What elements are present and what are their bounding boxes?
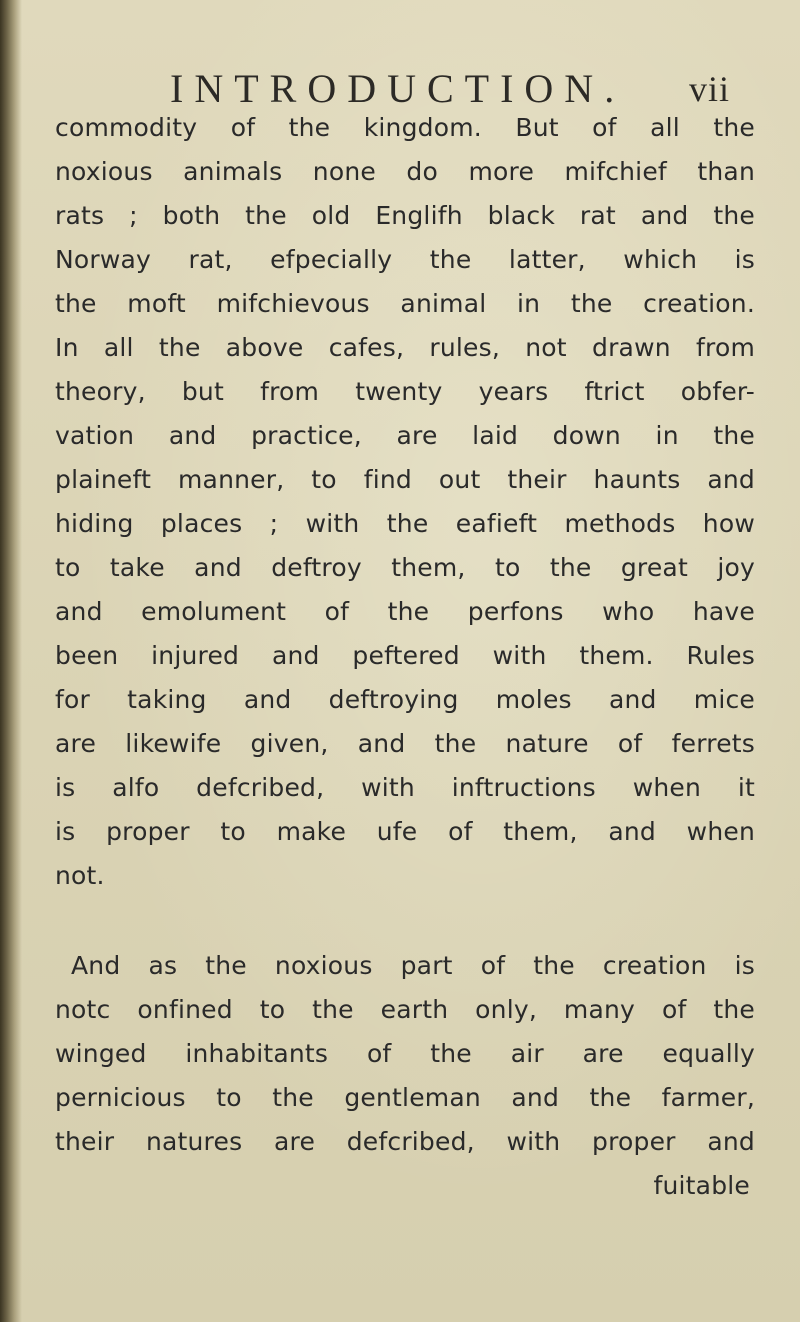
book-binding-edge — [0, 0, 22, 1322]
text-line: Norway rat, efpecially the latter, which is — [55, 245, 755, 274]
text-line: is alfo defcribed, with inftructions when it — [55, 773, 755, 802]
text-line: noxious animals none do more mifchief than — [55, 157, 755, 186]
text-line: to take and deftroy them, to the great joy — [55, 553, 755, 582]
text-line: And as the noxious part of the creation is — [71, 951, 755, 980]
text-line: hiding places ; with the eafieft methods how — [55, 509, 755, 538]
text-line: and emolument of the perfons who have — [55, 597, 755, 626]
text-line: rats ; both the old Englifh black rat and the — [55, 201, 755, 230]
catchword: fuitable — [653, 1171, 750, 1200]
text-line: pernicious to the gentleman and the farmer, — [55, 1083, 755, 1112]
text-line: plaineft manner, to find out their haunts and — [55, 465, 755, 494]
text-line: are likewife given, and the nature of ferrets — [55, 729, 755, 758]
text-line: the moft mifchievous animal in the creation. — [55, 289, 755, 318]
page-number: vii — [688, 69, 730, 109]
text-line: been injured and peftered with them. Rules — [55, 641, 755, 670]
text-line: is proper to make ufe of them, and when — [55, 817, 755, 846]
text-line: notc onfined to the earth only, many of the — [55, 995, 755, 1024]
text-line: In all the above cafes, rules, not drawn from — [55, 333, 755, 362]
text-line: commodity of the kingdom. But of all the — [55, 113, 755, 142]
text-line: not. — [55, 861, 105, 890]
text-line: for taking and deftroying moles and mice — [55, 685, 755, 714]
text-line: theory, but from twenty years ftrict obfer- — [55, 377, 755, 406]
text-line: winged inhabitants of the air are equally — [55, 1039, 755, 1068]
text-line: vation and practice, are laid down in the — [55, 421, 755, 450]
text-line: their natures are defcribed, with proper and — [55, 1127, 755, 1156]
running-head-title: INTRODUCTION. — [170, 66, 626, 111]
